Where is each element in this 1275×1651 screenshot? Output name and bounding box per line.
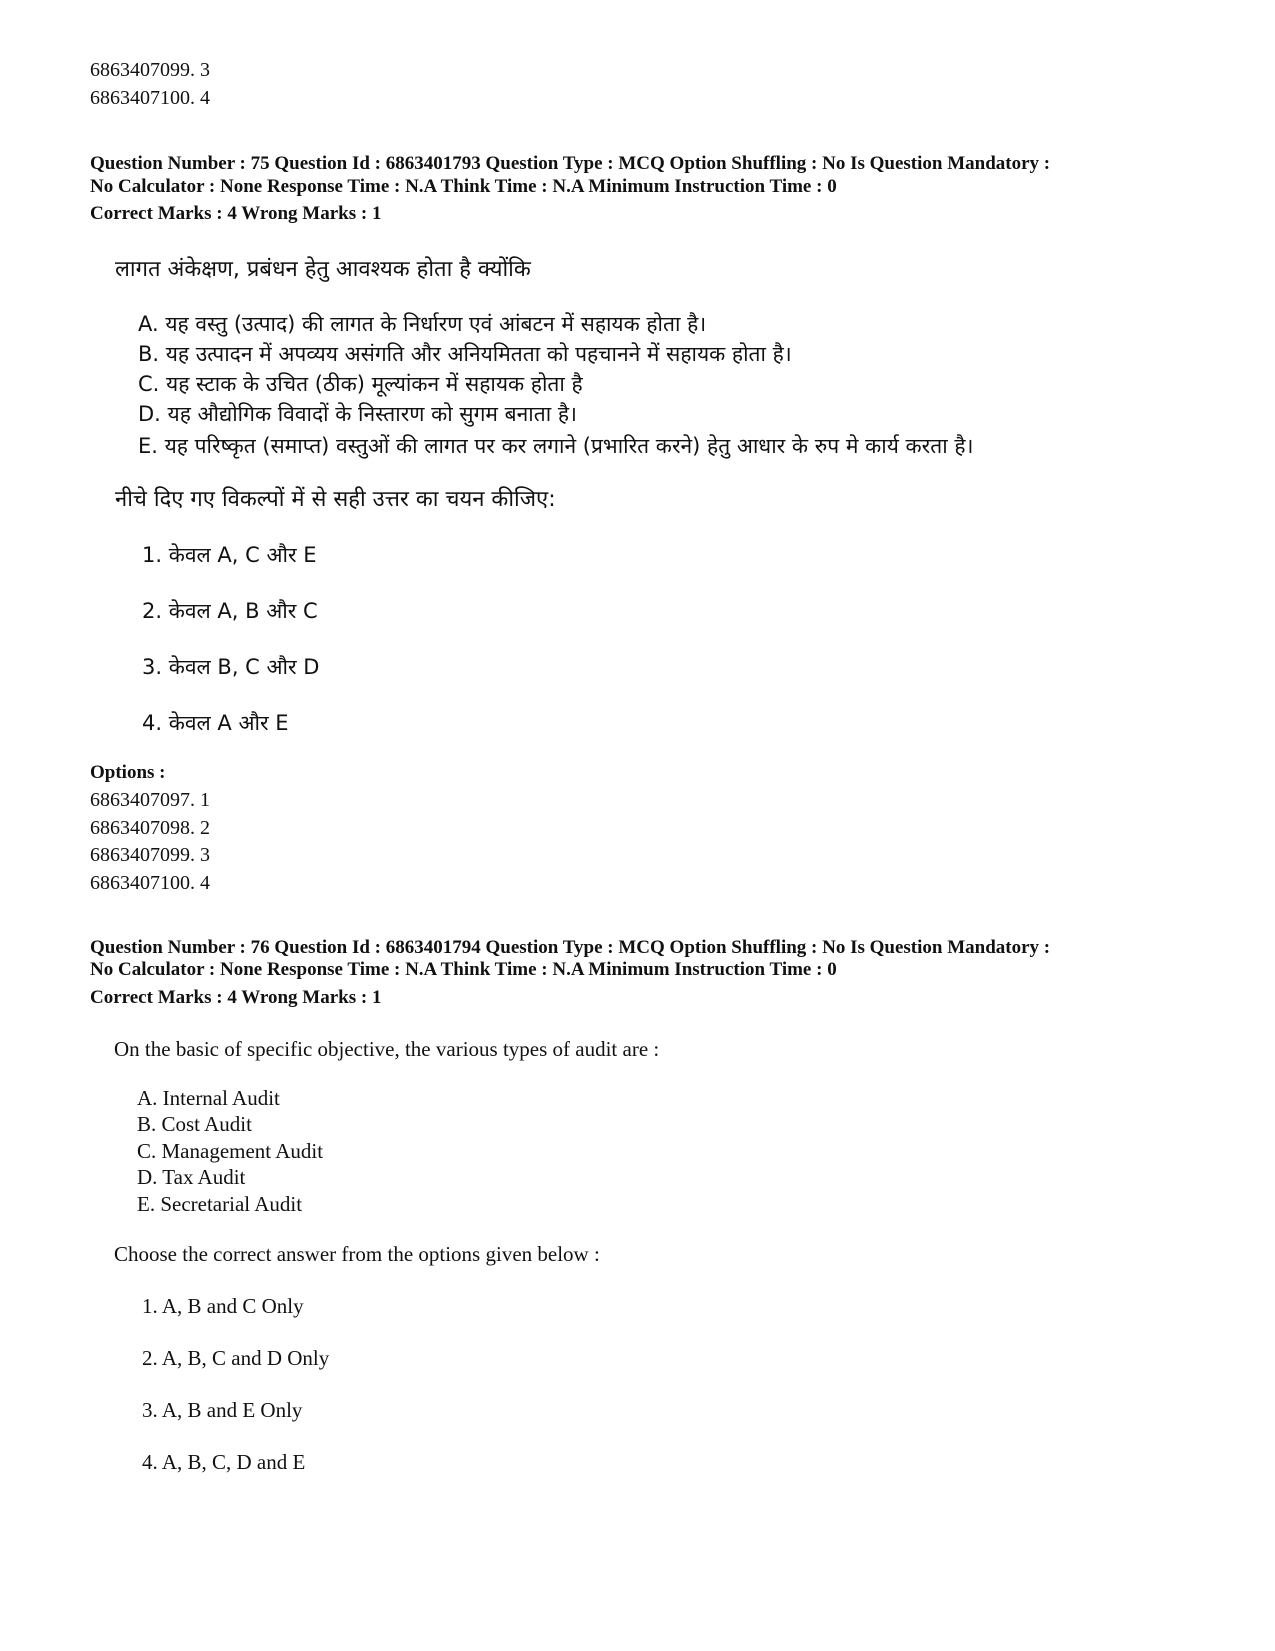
q75-stem: लागत अंकेक्षण, प्रबंधन हेतु आवश्यक होता है क्योंकि	[115, 257, 531, 282]
q76-statement-a: A. Internal Audit	[137, 1086, 280, 1110]
q75-choice-4: 4. केवल A और E	[142, 711, 289, 735]
q75-statement-c: C. यह स्टाक के उचित (ठीक) मूल्यांकन में सहायक होता है	[138, 372, 583, 396]
q75-statement-b: B. यह उत्पादन में अपव्यय असंगति और अनियमितता को पहचानने में सहायक होता है।	[138, 342, 792, 366]
q75-instruction: नीचे दिए गए विकल्पों में से सही उत्तर का चयन कीजिए:	[115, 487, 556, 512]
q75-option-1: 6863407097. 1	[90, 789, 210, 811]
q75-statement-a: A. यह वस्तु (उत्पाद) की लागत के निर्धारण एवं आंबटन में सहायक होता है।	[138, 312, 707, 336]
q75-choice-2: 2. केवल A, B और C	[142, 599, 318, 623]
q75-options-label: Options :	[90, 762, 166, 783]
q76-instruction: Choose the correct answer from the options given below :	[114, 1242, 600, 1266]
q76-statement-c: C. Management Audit	[137, 1139, 324, 1163]
q75-choice-3: 3. केवल B, C और D	[142, 655, 320, 679]
q76-choice-3: 3. A, B and E Only	[142, 1398, 303, 1422]
q76-statement-e: E. Secretarial Audit	[137, 1192, 303, 1216]
q75-statement-e: E. यह परिष्कृत (समाप्त) वस्तुओं की लागत पर कर लगाने (प्रभारित करने) हेतु आधार के रुप मे कार्य करता है।	[138, 434, 974, 458]
q76-choice-4: 4. A, B, C, D and E	[142, 1450, 306, 1474]
q76-marks: Correct Marks : 4 Wrong Marks : 1	[90, 987, 382, 1008]
prev-option-4: 6863407100. 4	[90, 87, 210, 109]
q76-meta-line1: Question Number : 76 Question Id : 6863401794 Question Type : MCQ Option Shuffling : No Is Question Mandatory :	[90, 937, 1051, 958]
q76-stem: On the basic of specific objective, the various types of audit are :	[114, 1037, 660, 1061]
q75-marks: Correct Marks : 4 Wrong Marks : 1	[90, 203, 382, 224]
q75-option-2: 6863407098. 2	[90, 817, 210, 839]
q76-choice-2: 2. A, B, C and D Only	[142, 1346, 330, 1370]
q76-choice-1: 1. A, B and C Only	[142, 1294, 304, 1318]
q75-statement-d: D. यह औद्योगिक विवादों के निस्तारण को सुगम बनाता है।	[138, 402, 577, 426]
q75-meta-line2: No Calculator : None Response Time : N.A Think Time : N.A Minimum Instruction Time : 0	[90, 176, 837, 197]
q76-meta-line2: No Calculator : None Response Time : N.A Think Time : N.A Minimum Instruction Time : 0	[90, 959, 837, 980]
q75-choice-1: 1. केवल A, C और E	[142, 543, 317, 567]
q76-statement-d: D. Tax Audit	[137, 1165, 246, 1189]
prev-option-3: 6863407099. 3	[90, 59, 210, 81]
q75-option-3: 6863407099. 3	[90, 844, 210, 866]
q76-statement-b: B. Cost Audit	[137, 1112, 252, 1136]
q75-option-4: 6863407100. 4	[90, 872, 210, 894]
q75-meta-line1: Question Number : 75 Question Id : 6863401793 Question Type : MCQ Option Shuffling : No Is Question Mandatory :	[90, 153, 1051, 174]
